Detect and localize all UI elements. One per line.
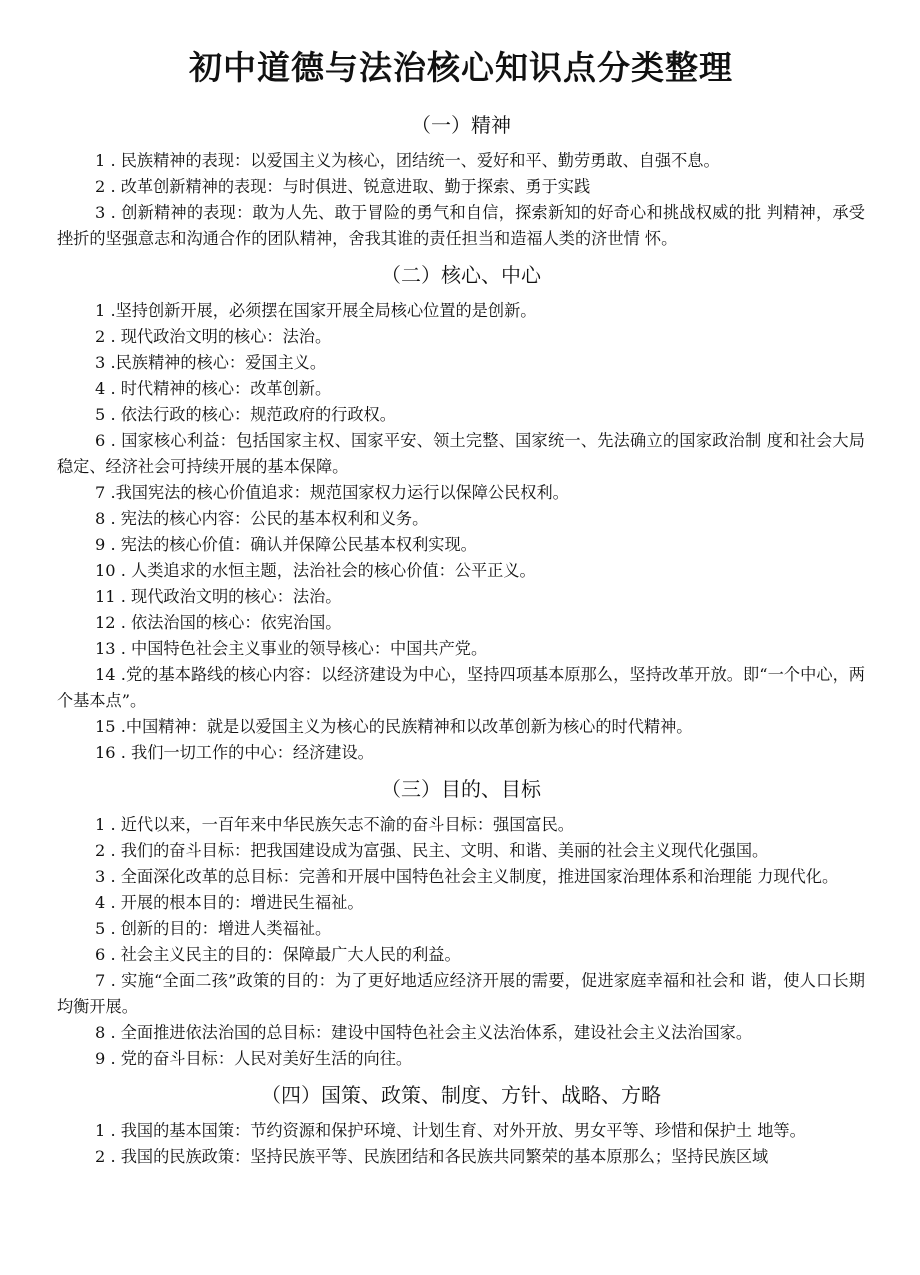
list-item: 6 . 社会主义民主的目的：保障最广大人民的利益。 [95,945,461,964]
section-heading: （四）国策、政策、制度、方针、战略、方略 [261,1083,661,1107]
list-item: 3 . 全面深化改革的总目标：完善和开展中国特色社会主义制度，推进国家治理体系和治理能 力现代化。 [95,867,839,886]
list-item: 7 .我国宪法的核心价值追求：规范国家权力运行以保障公民权利。 [95,483,569,502]
list-item: 7 . 实施“全面二孩”政策的目的：为了更好地适应经济开展的需要，促进家庭幸福和社会和 谐，使人口长期均衡开展。 [57,971,865,1016]
document-page [57,44,865,1178]
section-policy-strategy [57,1080,865,1170]
list-item: 4 . 时代精神的核心：改革创新。 [95,379,332,398]
list-item: 4 . 开展的根本目的：增进民生福祉。 [95,893,364,912]
list-item: 1 .坚持创新开展，必须摆在国家开展全局核心位置的是创新。 [95,301,537,320]
list-item: 8 . 宪法的核心内容：公民的基本权利和义务。 [95,509,429,528]
list-item: 1 . 我国的基本国策：节约资源和保护环境、计划生育、对外开放、男女平等、珍惜和保护土 地等。 [95,1121,806,1140]
section-heading: （三）目的、目标 [381,777,541,801]
list-item: 2 . 我们的奋斗目标：把我国建设成为富强、民主、文明、和谐、美丽的社会主义现代化强国。 [95,841,769,860]
list-item: 2 . 改革创新精神的表现：与时俱进、锐意进取、勤于探索、勇于实践 [95,177,591,196]
section-heading: （二）核心、中心 [381,263,541,287]
list-item: 5 . 依法行政的核心：规范政府的行政权。 [95,405,396,424]
list-item: 12 . 依法治国的核心：依宪治国。 [95,613,342,632]
list-item: 1 . 近代以来，一百年来中华民族矢志不渝的奋斗目标：强国富民。 [95,815,574,834]
list-item: 10 . 人类追求的水恒主题，法治社会的核心价值：公平正义。 [95,561,536,580]
list-item: 5 . 创新的目的：增进人类福祉。 [95,919,332,938]
list-item: 14 .党的基本路线的核心内容：以经济建设为中心，坚持四项基本原那么，坚持改革开放。即“一个中心，两个基本点”。 [57,665,865,710]
list-item: 8 . 全面推进依法治国的总目标：建设中国特色社会主义法治体系，建设社会主义法治国家。 [95,1023,753,1042]
list-item: 3 .民族精神的核心：爱国主义。 [95,353,327,372]
list-item: 2 . 现代政治文明的核心：法治。 [95,327,332,346]
list-item: 15 .中国精神：就是以爱国主义为核心的民族精神和以改革创新为核心的时代精神。 [95,717,693,736]
list-item: 9 . 党的奋斗目标：人民对美好生活的向往。 [95,1049,413,1068]
section-purpose-goal [57,774,865,1072]
section-core-center [57,260,865,766]
section-heading: （一）精神 [411,113,511,137]
list-item: 6 . 国家核心利益：包括国家主权、国家平安、领土完整、国家统一、先法确立的国家政治制 度和社会大局稳定、经济社会可持续开展的基本保障。 [57,431,865,476]
list-item: 16 . 我们一切工作的中心：经济建设。 [95,743,374,762]
list-item: 3 . 创新精神的表现：敢为人先、敢于冒险的勇气和自信，探索新知的好奇心和挑战权威的批 判精神，承受挫折的坚强意志和沟通合作的团队精神，舍我其谁的责任担当和造福人类的济世情 怀。 [57,203,865,248]
list-item: 1 . 民族精神的表现：以爱国主义为核心，团结统一、爱好和平、勤劳勇敢、自强不息。 [95,151,720,170]
page-title: 初中道德与法治核心知识点分类整理 [189,48,733,87]
list-item: 13 . 中国特色社会主义事业的领导核心：中国共产党。 [95,639,488,658]
list-item: 11 . 现代政治文明的核心：法治。 [95,587,342,606]
list-item: 9 . 宪法的核心价值：确认并保障公民基本权利实现。 [95,535,477,554]
section-spirit [57,110,865,252]
list-item: 2 . 我国的民族政策：坚持民族平等、民族团结和各民族共同繁荣的基本原那么；坚持民族区域 [95,1147,769,1166]
